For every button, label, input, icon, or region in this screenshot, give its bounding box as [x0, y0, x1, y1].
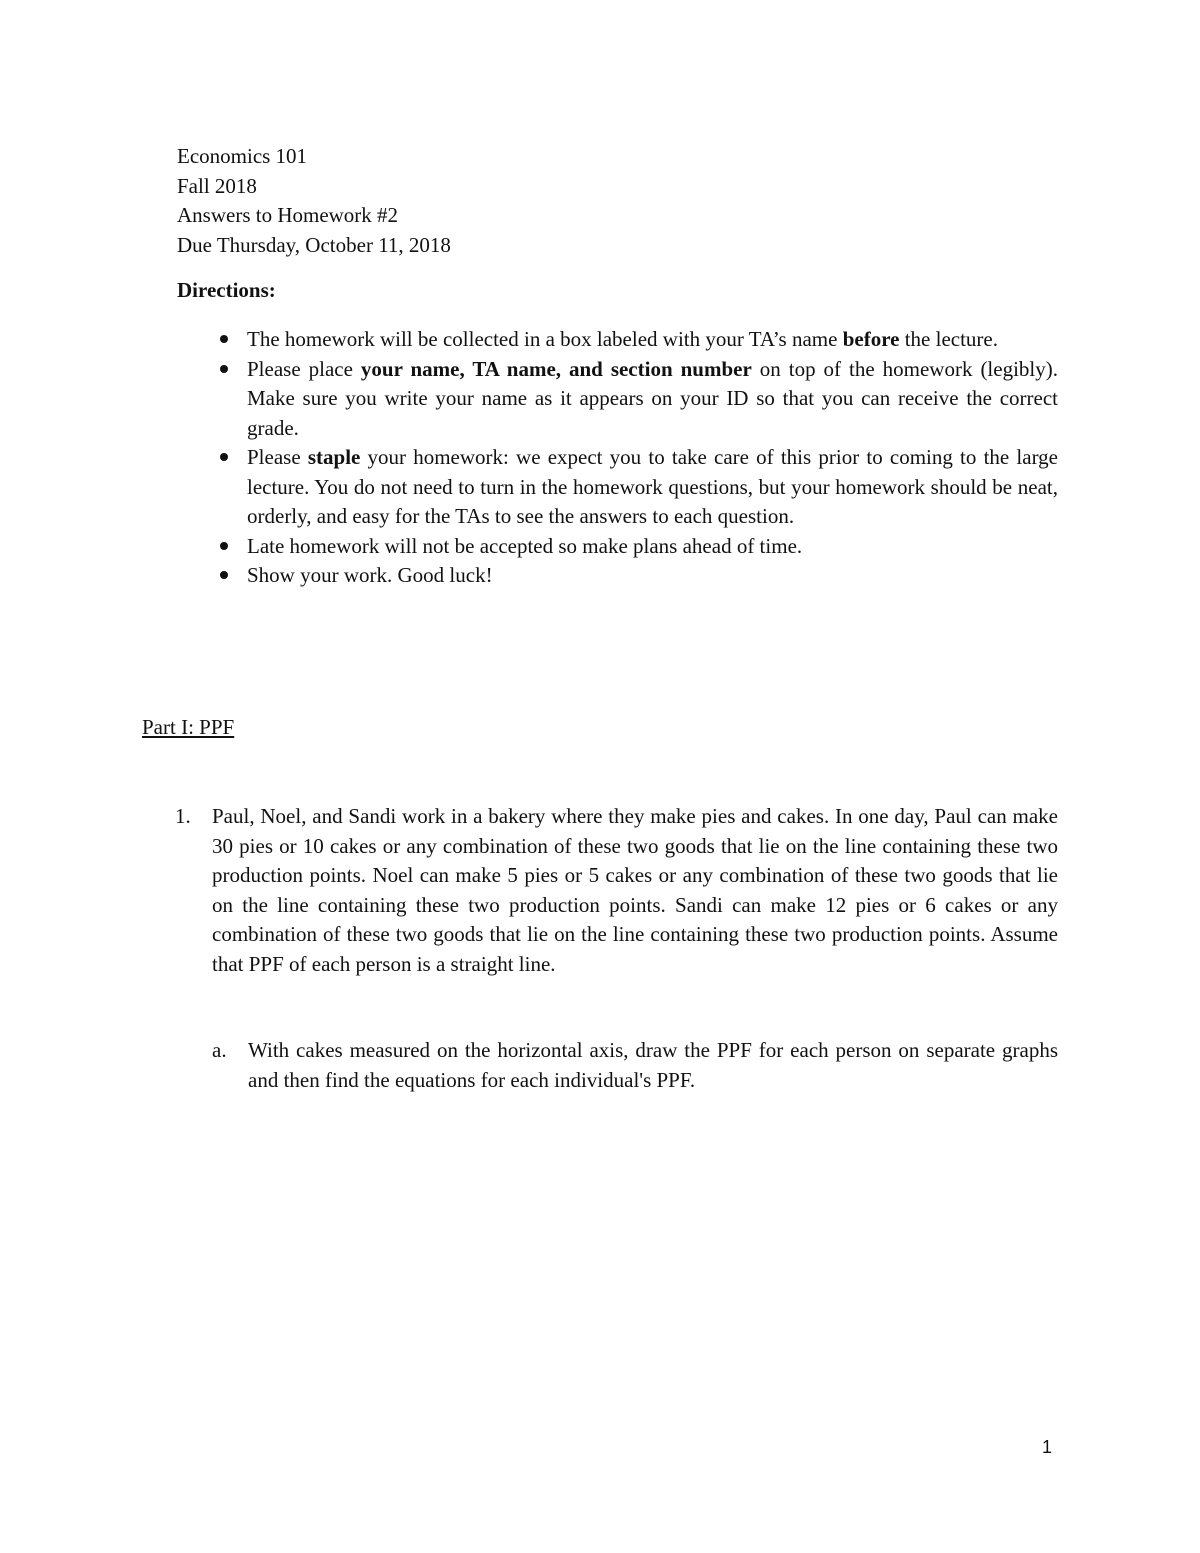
due-date: Due Thursday, October 11, 2018 — [177, 232, 451, 257]
bullet-icon — [214, 443, 234, 473]
list-item: Late homework will not be accepted so make plans ahead of time. — [177, 532, 1058, 562]
list-item: Please place your name, TA name, and section number on top of the homework (legibly). Make sure you write your name as it appears on your ID so that you can receive the correct grade. — [177, 355, 1058, 444]
directions-heading: Directions: — [177, 278, 276, 302]
directions-list — [177, 325, 1058, 591]
question-1 — [142, 802, 1058, 979]
list-item: Please staple your homework: we expect you to take care of this prior to coming to the large lecture. You do not need to turn in the homework questions, but your homework should be neat, orderly, and easy for the TAs to see the answers to each question. — [177, 443, 1058, 532]
list-item: Show your work. Good luck! — [177, 561, 1058, 591]
document-header — [177, 142, 877, 260]
bullet-icon — [214, 355, 234, 385]
question-number: 1. — [175, 804, 191, 828]
list-item: The homework will be collected in a box labeled with your TA’s name before the lecture. — [177, 325, 1058, 355]
subquestion-text: With cakes measured on the horizontal axis, draw the PPF for each person on separate graphs and then find the equations for each individual's PPF. — [248, 1038, 1058, 1092]
course-name: Economics 101 — [177, 144, 308, 168]
page-number: 1 — [1042, 1437, 1053, 1457]
subquestion-label: a. — [212, 1038, 227, 1062]
document-title: Answers to Homework #2 — [177, 203, 399, 227]
part-heading: Part I: PPF — [142, 715, 235, 739]
term: Fall 2018 — [177, 173, 257, 198]
bullet-icon — [214, 561, 234, 591]
bullet-icon — [214, 532, 234, 562]
question-text: Paul, Noel, and Sandi work in a bakery where they make pies and cakes. In one day, Paul can make 30 pies or 10 cakes or any combination of these two goods that lie on the line containing these two production points. Noel can make 5 pies or 5 cakes or any combination of these two goods that lie on the line containing these two production points. Sandi can make 12 pies or 6 cakes or any combination of these two goods that lie on the line containing these two production points. Assume that PPF of each person is a straight line. — [212, 804, 1058, 976]
question-1a — [212, 1036, 1058, 1095]
bullet-icon — [214, 325, 234, 355]
